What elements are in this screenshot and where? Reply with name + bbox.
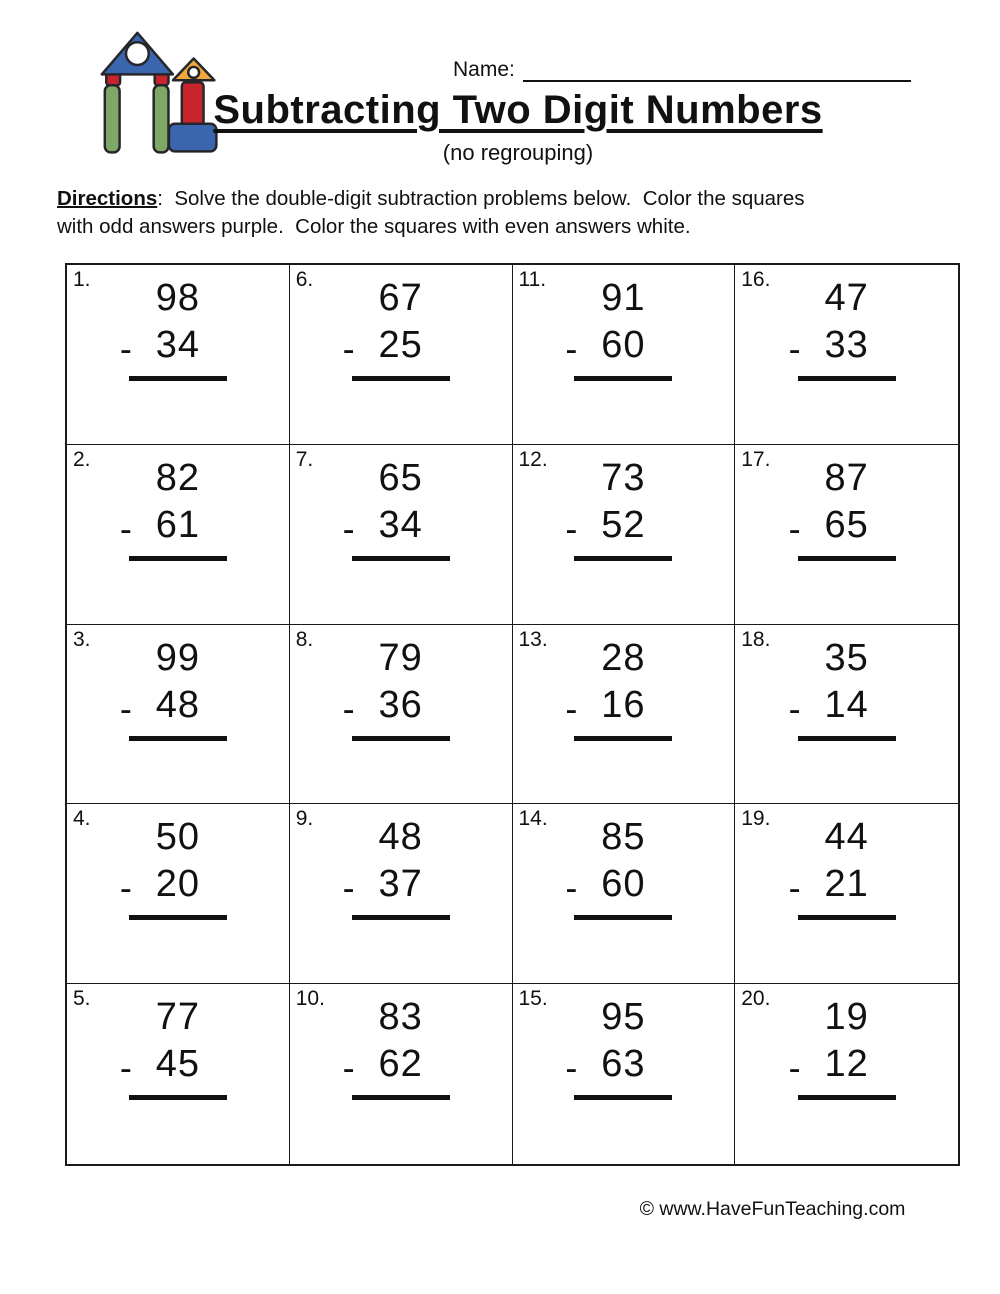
minuend: 83 xyxy=(378,996,423,1039)
problem-stack xyxy=(341,455,461,561)
subtrahend: 45 xyxy=(155,1043,201,1086)
answer-line xyxy=(574,556,672,561)
subtrahend-row xyxy=(563,682,683,729)
problem-number: 11. xyxy=(518,268,547,291)
minuend: 35 xyxy=(824,636,869,679)
name-row xyxy=(453,58,911,82)
problem-cell xyxy=(67,265,290,445)
logo-triangle-hole xyxy=(188,67,199,78)
problem-number: 10. xyxy=(295,987,325,1011)
subtrahend-row xyxy=(563,1041,683,1088)
problem-stack xyxy=(563,635,683,741)
logo-green-block xyxy=(105,85,120,152)
answer-line xyxy=(352,736,450,741)
subtrahend-row xyxy=(787,682,907,729)
minus-sign: - xyxy=(342,867,356,909)
problem-stack xyxy=(341,994,461,1100)
minuend: 19 xyxy=(824,996,869,1039)
answer-line xyxy=(352,376,450,381)
subtrahend-row xyxy=(787,861,907,908)
subtrahend: 60 xyxy=(601,324,646,366)
subtrahend: 14 xyxy=(824,683,869,726)
minus-sign: - xyxy=(788,1047,802,1089)
directions xyxy=(57,185,927,241)
problem-stack xyxy=(118,455,238,561)
minus-sign: - xyxy=(119,687,133,729)
subtrahend-row xyxy=(118,502,238,549)
problem-stack xyxy=(563,455,683,561)
problem-stack xyxy=(787,814,907,920)
problem-number: 6. xyxy=(295,268,314,291)
answer-line xyxy=(129,376,227,381)
directions-line2: with odd answers purple. Color the squares with even answers white. xyxy=(57,214,691,238)
subtrahend: 63 xyxy=(601,1043,646,1086)
problem-stack xyxy=(118,275,238,381)
subtrahend-row xyxy=(118,1041,238,1088)
problem-cell xyxy=(735,625,958,805)
problem-cell xyxy=(513,265,736,445)
problem-number: 13. xyxy=(518,627,548,651)
minus-sign: - xyxy=(342,328,356,369)
problem-cell xyxy=(67,804,290,984)
minus-sign: - xyxy=(788,867,802,909)
subtrahend: 48 xyxy=(155,683,201,726)
answer-line xyxy=(574,915,672,920)
subtrahend: 16 xyxy=(601,683,646,726)
minuend: 44 xyxy=(824,816,869,859)
problem-cell xyxy=(513,445,736,625)
minuend: 82 xyxy=(155,456,201,499)
minus-sign: - xyxy=(565,328,579,369)
minuend: 79 xyxy=(378,636,423,679)
minuend: 95 xyxy=(601,996,646,1039)
minuend: 48 xyxy=(378,816,423,859)
problem-number: 2. xyxy=(73,447,91,471)
problem-stack xyxy=(787,275,907,381)
problem-stack xyxy=(563,994,683,1100)
problem-number: 8. xyxy=(295,627,314,651)
answer-line xyxy=(352,556,450,561)
minus-sign: - xyxy=(342,507,356,549)
problem-number: 19. xyxy=(741,807,771,831)
subtrahend: 37 xyxy=(378,863,423,906)
subtrahend: 33 xyxy=(824,324,869,366)
problem-stack xyxy=(118,635,238,741)
problem-stack xyxy=(563,275,683,381)
minus-sign: - xyxy=(565,1047,579,1089)
problem-stack xyxy=(787,994,907,1100)
page-subtitle: (no regrouping) xyxy=(442,140,594,165)
problem-cell xyxy=(290,984,513,1164)
directions-line1: : Solve the double-digit subtraction problems below. Color the squares xyxy=(157,187,805,210)
minuend: 50 xyxy=(155,816,201,859)
problem-cell xyxy=(290,625,513,805)
problem-cell xyxy=(290,804,513,984)
problem-stack xyxy=(341,635,461,741)
subtrahend: 21 xyxy=(824,863,869,906)
subtrahend: 60 xyxy=(601,863,646,906)
problem-stack xyxy=(118,814,238,920)
minus-sign: - xyxy=(565,867,579,909)
answer-line xyxy=(352,1095,450,1100)
minus-sign: - xyxy=(119,1047,133,1089)
subtrahend: 65 xyxy=(824,503,869,546)
problem-cell xyxy=(735,804,958,984)
subtrahend-row xyxy=(787,1041,907,1088)
subtrahend-row xyxy=(118,682,238,729)
subtrahend-row xyxy=(341,502,461,549)
answer-line xyxy=(798,915,896,920)
minuend: 28 xyxy=(601,636,646,679)
minuend: 65 xyxy=(378,456,423,499)
subtrahend: 34 xyxy=(155,324,201,366)
minus-sign: - xyxy=(788,507,802,549)
problem-stack xyxy=(563,814,683,920)
subtrahend: 20 xyxy=(155,863,201,906)
minus-sign: - xyxy=(119,507,133,549)
minus-sign: - xyxy=(788,328,802,369)
subtrahend-row xyxy=(787,502,907,549)
subtrahend: 61 xyxy=(155,503,201,546)
minuend: 87 xyxy=(824,456,869,499)
subtrahend: 52 xyxy=(601,503,646,546)
name-blank-line xyxy=(523,59,911,82)
minuend: 99 xyxy=(155,636,201,679)
answer-line xyxy=(798,736,896,741)
subtrahend-row xyxy=(341,682,461,729)
answer-line xyxy=(129,1095,227,1100)
minus-sign: - xyxy=(565,687,579,729)
problem-cell xyxy=(290,445,513,625)
logo-triangle-hole xyxy=(126,42,149,65)
name-label: Name: xyxy=(453,58,515,81)
subtrahend-row xyxy=(118,861,238,908)
directions-label: Directions xyxy=(57,187,158,210)
subtrahend-row xyxy=(341,322,461,369)
problem-cell xyxy=(290,265,513,445)
problem-number: 18. xyxy=(741,627,771,651)
minuend: 77 xyxy=(155,996,201,1039)
problem-number: 16. xyxy=(741,268,771,291)
problem-cell xyxy=(735,445,958,625)
problem-cell xyxy=(67,445,290,625)
problem-number: 4. xyxy=(73,807,91,831)
problem-cell xyxy=(735,984,958,1164)
footer-copyright: © www.HaveFunTeaching.com xyxy=(639,1198,906,1220)
problem-stack xyxy=(787,635,907,741)
minuend: 47 xyxy=(824,277,869,319)
problem-cell xyxy=(67,984,290,1164)
problem-cell xyxy=(513,804,736,984)
problem-number: 15. xyxy=(518,987,548,1011)
answer-line xyxy=(798,1095,896,1100)
answer-line xyxy=(574,736,672,741)
minus-sign: - xyxy=(119,328,133,369)
problem-cell xyxy=(513,625,736,805)
minus-sign: - xyxy=(342,1047,356,1089)
answer-line xyxy=(352,915,450,920)
minus-sign: - xyxy=(342,687,356,729)
minuend: 67 xyxy=(378,277,423,319)
answer-line xyxy=(574,1095,672,1100)
minuend: 73 xyxy=(601,456,646,499)
answer-line xyxy=(798,376,896,381)
minuend: 98 xyxy=(155,277,201,319)
subtrahend: 62 xyxy=(378,1043,423,1086)
problem-number: 12. xyxy=(518,447,548,471)
minuend: 85 xyxy=(601,816,646,859)
subtrahend-row xyxy=(787,322,907,369)
subtrahend-row xyxy=(563,502,683,549)
problem-cell xyxy=(513,984,736,1164)
subtrahend-row xyxy=(563,861,683,908)
problems-grid xyxy=(65,263,960,1166)
minus-sign: - xyxy=(565,507,579,549)
page-title-text: Subtracting Two Digit Numbers xyxy=(213,88,823,132)
problem-cell xyxy=(735,265,958,445)
page-title xyxy=(148,88,888,133)
problem-number: 5. xyxy=(73,987,91,1011)
problem-number: 17. xyxy=(741,447,771,471)
answer-line xyxy=(129,736,227,741)
subtrahend-row xyxy=(341,1041,461,1088)
problem-number: 1. xyxy=(73,268,91,291)
answer-line xyxy=(798,556,896,561)
problem-stack xyxy=(341,814,461,920)
subtrahend: 25 xyxy=(378,324,423,366)
minus-sign: - xyxy=(119,867,133,909)
problem-number: 3. xyxy=(73,627,91,651)
problem-stack xyxy=(787,455,907,561)
problem-number: 7. xyxy=(295,447,314,471)
problem-cell xyxy=(67,625,290,805)
subtrahend: 36 xyxy=(378,683,423,726)
subtrahend-row xyxy=(341,861,461,908)
problem-number: 20. xyxy=(741,987,771,1011)
subtrahend: 34 xyxy=(378,503,423,546)
answer-line xyxy=(129,915,227,920)
minuend: 91 xyxy=(601,277,646,319)
minus-sign: - xyxy=(788,687,802,729)
subtrahend-row xyxy=(563,322,683,369)
problem-stack xyxy=(341,275,461,381)
answer-line xyxy=(574,376,672,381)
subtrahend-row xyxy=(118,322,238,369)
answer-line xyxy=(129,556,227,561)
problem-stack xyxy=(118,994,238,1100)
problem-number: 9. xyxy=(295,807,314,831)
problem-number: 14. xyxy=(518,807,548,831)
subtrahend: 12 xyxy=(824,1043,869,1086)
